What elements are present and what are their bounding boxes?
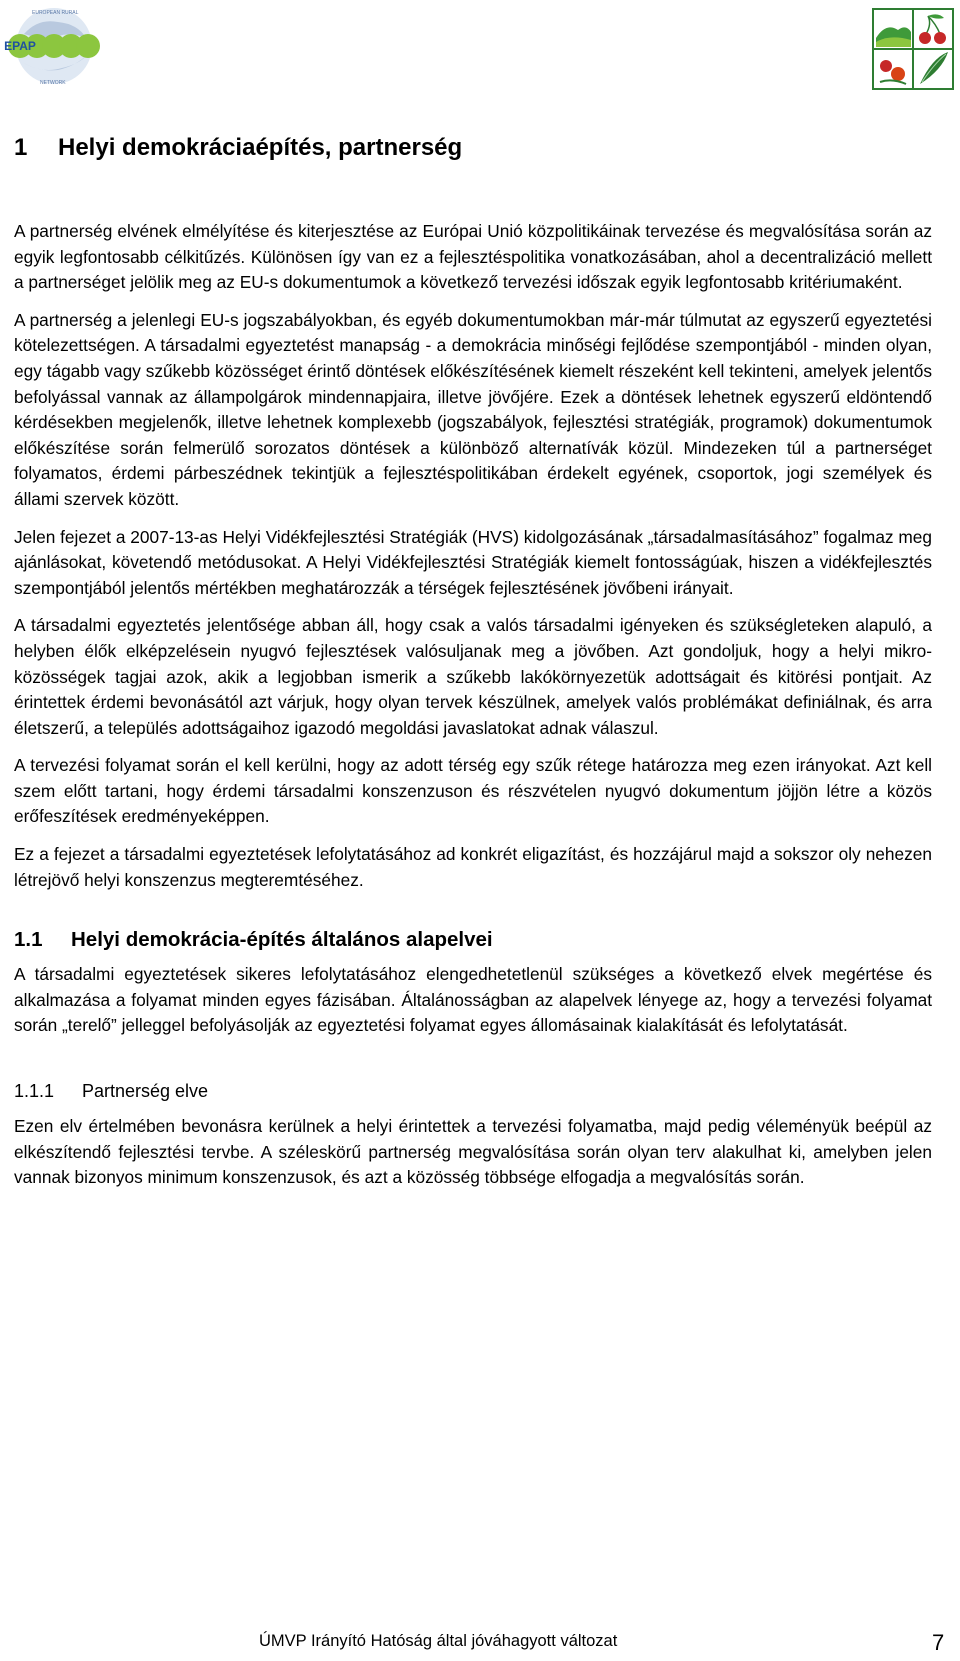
paragraph: A társadalmi egyeztetések sikeres lefolytatásához elengedhetetlenül szükséges a következő elvek megértése és alkalmazása a folyamat minden egyes fázisában. Általánosságban az alapelvek lényege az, hogy a tervezési folyamat során „terelő” jelleggel befolyásolják az egyeztetési folyamat egyes állomásainak kialakítását és lefolytatását. [14, 964, 932, 1036]
document-body [14, 219, 932, 1203]
cherry-leaf-logo-icon [872, 8, 954, 90]
svg-text:EUROPEAN RURAL: EUROPEAN RURAL [32, 10, 79, 16]
paragraph: A tervezési folyamat során el kell kerülni, hogy az adott térség egy szűk rétege határozza meg ezen irányokat. Azt kell szem előtt tartani, hogy érdemi társadalmi konszenzuson és részvételen nyugvó dokumentum jöjjön létre a közös erőfeszítések eredményeképpen. [14, 755, 932, 827]
footer-text: ÚMVP Irányító Hatóság által jóváhagyott változat [259, 1632, 618, 1650]
section-number: 1.1 [14, 928, 43, 952]
paragraph: Ez a fejezet a társadalmi egyeztetések lefolytatásához ad konkrét eligazítást, és hozzájárul majd a sokszor oly nehezen létrejövő helyi konszenzus megteremtéséhez. [14, 844, 932, 890]
heading-number: 1 [14, 134, 28, 161]
paragraph: A társadalmi egyeztetés jelentősége abban áll, hogy csak a valós társadalmi igényeken és szükségleteken alapuló, a helyben élők elképzelésein nyugvó fejlesztések valósuljanak meg a jövőben. Azt gondoljuk, hogy a helyi mikro-közösségek tagjai azok, akik a legjobban ismerik a szűkebb lakókörnyezetük adottságait és kitörési pontjait. Az érintettek érdemi bevonásától azt várjuk, hogy olyan tervek készülnek, amelyek valós problémákat definiálnak, és arra életszerű, a település adottságaihoz igazodó megoldási javaslatokat adnak válaszul. [14, 615, 932, 738]
paragraph: A partnerség a jelenlegi EU-s jogszabályokban, és egyéb dokumentumokban már-már túlmutat az egyszerű egyeztetési kötelezettségen. A társadalmi egyeztetést manapság - a demokrácia minőségi fejlődése szempontjából - minden olyan, egy tágabb vagy szűkebb közösséget érintő döntések előkészítésének kiemelt részeként kell tekinteni, amelyek jelentős befolyással vannak az állampolgárok mindennapjaira, illetve jövőjére. Ezek a döntések lehetnek egyszerű eldöntendő kérdésekben megjelenők, illetve lehetnek komplexebb (jogszabályok, fejlesztési stratégiák, programok) dokumentumok előkészítése során felmerülő sorozatos döntések a különböző alternatívák közül. Mindezeken túl a partnerséget folyamatos, érdemi párbeszédnek tekintjük a fejlesztéspolitikában érdekelt egyének, csoportok, jogi személyek és állami szervek között. [14, 309, 932, 509]
section-title: Helyi demokrácia-építés általános alapelvei [71, 928, 493, 952]
svg-text:NETWORK: NETWORK [40, 80, 66, 86]
subsection-heading [14, 1081, 932, 1102]
subsection-number: 1.1.1 [14, 1081, 55, 1102]
paragraph: A partnerség elvének elmélyítése és kiterjesztése az Európai Unió közpolitikáinak tervezése és megvalósítása során az egyik legfontosabb célkitűzés. Különösen így van ez a fejlesztéspolitika vonatkozásában, ahol a decentralizáció mellett a partnerséget jelölik meg az EU-s dokumentumok a következő tervezési időszak egyik legfontosabb kritériumaként. [14, 221, 932, 293]
heading-title: Helyi demokráciaépítés, partnerség [58, 134, 463, 161]
subsection-title: Partnerség elve [82, 1081, 209, 1102]
paragraph: Jelen fejezet a 2007-13-as Helyi Vidékfejlesztési Stratégiák (HVS) kidolgozásának „társadalmasításához” fogalmaz meg ajánlásokat, követendő metódusokat. A Helyi Vidékfejlesztési Stratégiák kiemelt fontosságúak, hiszen a vidékfejlesztés szempontjából jelentős mértékben meghatározzák a térségek fejlesztésének jövőbeni irányait. [14, 526, 932, 598]
page-title [14, 134, 462, 162]
logo-letter: EPAP [4, 39, 36, 53]
paragraph: Ezen elv értelmében bevonásra kerülnek a helyi érintettek a tervezési folyamatba, majd pedig véleményük beépül az elkészítendő fejlesztési tervbe. A széleskörű partnerség megvalósítása során olyan terv alakulhat ki, amelyben jelen vannak bizonyos minimum konszenzusok, és azt a közösség többsége elfogadja a megvalósítás során. [14, 1116, 932, 1188]
section-heading [14, 928, 932, 952]
epap-logo-icon [2, 4, 106, 88]
page-number: 7 [932, 1630, 945, 1655]
